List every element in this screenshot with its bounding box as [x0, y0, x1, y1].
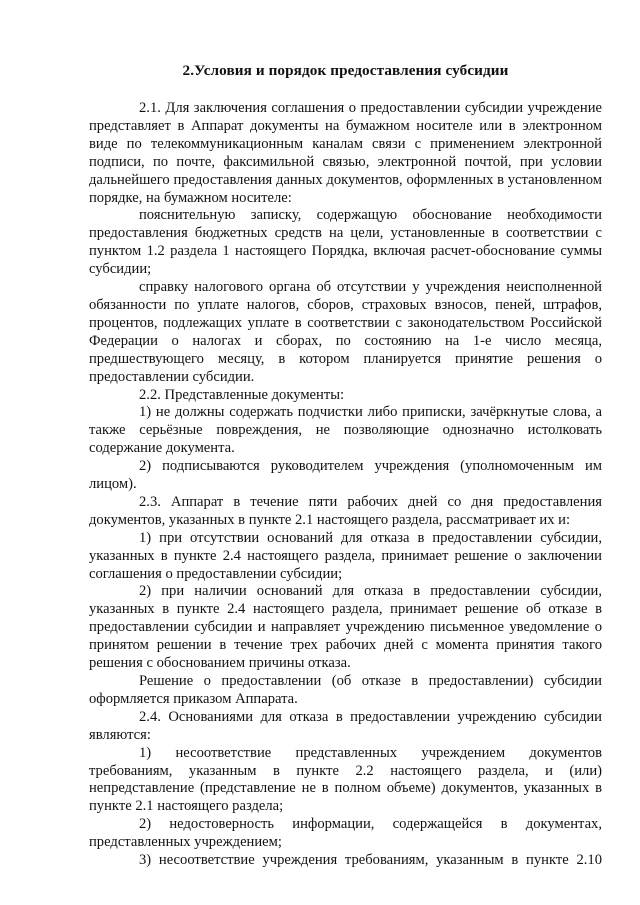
paragraph-tax-certificate: справку налогового органа об отсутствии у учреждения неисполненной обязанности по уплате налогов, сборов, страховых взносов, пеней, штрафов, процентов, подлежащих уплате в соответствии с законодательством Российской Федерации о налогах и сборах, по состоянию на 1-е число месяца, предшествующего месяцу, в котором планируется принятие решения о предоставлении субсидии.	[89, 279, 602, 385]
paragraph-2-2-item-1: 1) не должны содержать подчистки либо приписки, зачёркнутые слова, а также серьёзные повреждения, не позволяющие однозначно истолковать содержание документа.	[89, 404, 602, 457]
paragraph-2-3: 2.3. Аппарат в течение пяти рабочих дней со дня предоставления документов, указанных в пункте 2.1 настоящего раздела, рассматривает их и:	[89, 493, 602, 528]
section-title: 2.Условия и порядок предоставления субсидии	[182, 62, 509, 79]
document-page	[89, 62, 602, 870]
paragraph-2-2-item-2: 2) подписываются руководителем учреждения (уполномоченным им лицом).	[89, 458, 602, 493]
paragraph-2-4: 2.4. Основаниями для отказа в предоставлении учреждению субсидии являются:	[89, 708, 602, 743]
paragraph-explanatory-note: пояснительную записку, содержащую обоснование необходимости предоставления бюджетных средств на цели, установленные в соответствии с пунктом 1.2 раздела 1 настоящего Порядка, включая расчет-обоснование суммы субсидии;	[89, 207, 602, 278]
paragraph-2-4-item-1: 1) несоответствие представленных учреждением документов требованиям, указанным в пункте 2.2 настоящего раздела, и (или) непредставление (представление не в полном объеме) документов, указанных в пункте 2.1 настоящего раздела;	[89, 744, 602, 815]
paragraph-2-2: 2.2. Представленные документы:	[139, 386, 345, 403]
paragraph-2-4-item-2: 2) недостоверность информации, содержащейся в документах, представленных учреждением;	[89, 816, 602, 851]
paragraph-2-3-item-1: 1) при отсутствии оснований для отказа в предоставлении субсидии, указанных в пункте 2.4 настоящего раздела, принимает решение о заключении соглашения о предоставлении субсидии;	[89, 529, 602, 582]
paragraph-2-1: 2.1. Для заключения соглашения о предоставлении субсидии учреждение представляет в Аппарат документы на бумажном носителе или в электронном виде по телекоммуникационным каналам связи с применением электронной подписи, по почте, факсимильной связью, электронной почтой, при условии дальнейшего предоставления данных документов, оформленных в установленном порядке, на бумажном носителе:	[89, 100, 602, 206]
paragraph-2-4-item-3: 3) несоответствие учреждения требованиям, указанным в пункте 2.10	[139, 852, 602, 869]
paragraph-decision: Решение о предоставлении (об отказе в предоставлении) субсидии оформляется приказом Аппарата.	[89, 673, 602, 707]
paragraph-2-3-item-2: 2) при наличии оснований для отказа в предоставлении субсидии, указанных в пункте 2.4 настоящего раздела, принимает решение об отказе в предоставлении субсидии и направляет учреждению письменное уведомление о принятом решении в течение трех рабочих дней с момента принятия такого решения с обоснованием причины отказа.	[89, 583, 602, 672]
